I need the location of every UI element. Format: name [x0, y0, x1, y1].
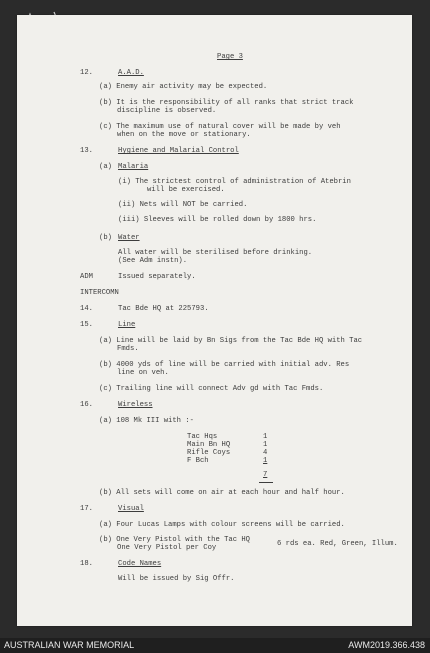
wireless-total: 7 [263, 471, 268, 479]
footer-accession: AWM2019.366.438 [348, 640, 425, 650]
section-15-number: 15. [80, 321, 93, 329]
section-15-a-line2: Fmds. [117, 345, 139, 353]
malaria-iii: (iii) Sleeves will be rolled down by 1800 hrs. [118, 216, 317, 224]
wireless-row-name: Tac Hqs [187, 433, 218, 441]
section-17-title: Visual [118, 505, 144, 513]
section-15-c: (c) Trailing line will connect Adv gd with Tac Fmds. [99, 385, 324, 393]
section-13-a-label: (a) [99, 163, 112, 171]
malaria-i-line2: will be exercised. [147, 186, 225, 194]
section-17-b-rounds: 6 rds ea. Red, Green, Illum. [277, 540, 398, 548]
section-13-a-title: Malaria [118, 163, 149, 171]
section-16-b: (b) All sets will come on air at each hour and half hour. [99, 489, 345, 497]
water-line2: (See Adm instn). [118, 257, 188, 265]
wireless-row-qty: 1 [263, 433, 268, 441]
malaria-ii: (ii) Nets will NOT be carried. [118, 201, 248, 209]
intercomn-heading: INTERCOMN [80, 289, 119, 297]
wireless-row-name: Main Bn HQ [187, 441, 231, 449]
page-number: Page 3 [217, 53, 243, 61]
section-18-text: Will be issued by Sig Offr. [118, 575, 235, 583]
section-18-number: 18. [80, 560, 93, 568]
section-13-title: Hygiene and Malarial Control [118, 147, 239, 155]
section-13-b-title: Water [118, 234, 140, 242]
total-rule [259, 482, 273, 483]
section-17-b-line1: (b) One Very Pistol with the Tac HQ [99, 536, 250, 544]
section-17-number: 17. [80, 505, 93, 513]
section-12-c-line1: (c) The maximum use of natural cover will be made by veh [99, 123, 341, 131]
section-13-b-label: (b) [99, 234, 112, 242]
section-15-a-line1: (a) Line will be laid by Bn Sigs from the Tac Bde HQ with Tac [99, 337, 363, 345]
section-12-title: A.A.D. [118, 69, 144, 77]
section-12-b-line2: discipline is observed. [117, 107, 217, 115]
section-16-number: 16. [80, 401, 93, 409]
section-16-title: Wireless [118, 401, 153, 409]
adm-text: Issued separately. [118, 273, 196, 281]
section-12-c-line2: when on the move or stationary. [117, 131, 251, 139]
document-page [17, 15, 412, 626]
section-12-number: 12. [80, 69, 93, 77]
wireless-row-qty: 1 [263, 441, 268, 449]
wireless-row-name: Rifle Coys [187, 449, 231, 457]
section-14-text: Tac Bde HQ at 225793. [118, 305, 209, 313]
adm-label: ADM [80, 273, 93, 281]
section-16-a: (a) 108 Mk III with :- [99, 417, 194, 425]
water-line1: All water will be sterilised before drinking. [118, 249, 313, 257]
section-12-b-line1: (b) It is the responsibility of all ranks that strict track [99, 99, 354, 107]
section-14-number: 14. [80, 305, 93, 313]
section-12-a: (a) Enemy air activity may be expected. [99, 83, 268, 91]
wireless-row-qty: 4 [263, 449, 268, 457]
section-18-title: Code Names [118, 560, 162, 568]
wireless-row-qty: 1 [263, 457, 268, 465]
wireless-row-name: F Bch [187, 457, 209, 465]
footer-bar [0, 638, 430, 653]
section-15-title: Line [118, 321, 136, 329]
footer-institution: AUSTRALIAN WAR MEMORIAL [4, 640, 135, 650]
malaria-i-line1: (i) The strictest control of administration of Atebrin [118, 178, 351, 186]
section-15-b-line2: line on veh. [117, 369, 169, 377]
section-15-b-line1: (b) 4000 yds of line will be carried with initial adv. Res [99, 361, 350, 369]
section-17-a: (a) Four Lucas Lamps with colour screens will be carried. [99, 521, 345, 529]
section-17-b-line2: One Very Pistol per Coy [117, 544, 217, 552]
section-13-number: 13. [80, 147, 93, 155]
